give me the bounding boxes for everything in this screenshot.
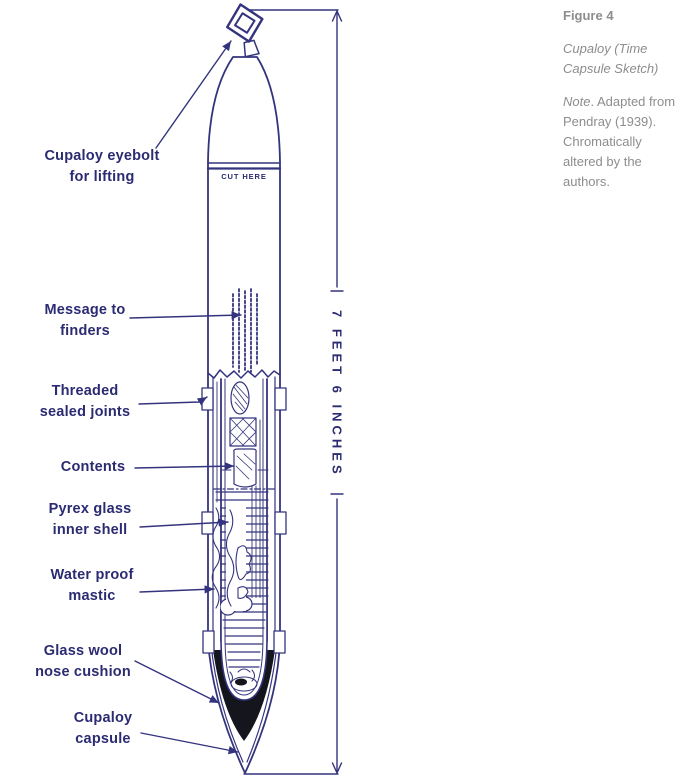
label-cupaloy-capsule: Cupaloy capsule [73,710,133,747]
leader-mastic [140,589,214,592]
note-label: Note [563,94,591,109]
dimension-label: 7 FEET 6 INCHES [329,310,345,478]
label-message-to-finders: Message to finders [44,302,126,339]
label-waterproof-mastic: Water proof mastic [50,567,134,604]
cut-here-label: CUT HERE [221,172,267,181]
figure-caption [563,6,679,192]
label-cupaloy-eyebolt: Cupaloy eyebolt for lifting [44,148,160,185]
figure-number: Figure 4 [563,8,614,23]
leader-threaded [139,397,207,404]
leader-capsule [141,733,238,752]
label-threaded-joints: Threaded sealed joints [39,383,131,420]
note-body: . Adapted from Pendray (1939). Chromatically altered by the authors. [563,94,676,189]
leader-glass-wool [135,661,219,703]
label-pyrex-shell: Pyrex glass inner shell [48,501,132,538]
figure-title: Cupaloy (Time Capsule Sketch) [563,41,659,76]
mastic-texture [212,505,251,611]
label-contents: Contents [60,459,126,475]
label-glass-wool-cushion: Glass wool nose cushion [35,643,131,680]
figure-note [563,92,679,192]
eyebolt-drawing [223,0,270,59]
